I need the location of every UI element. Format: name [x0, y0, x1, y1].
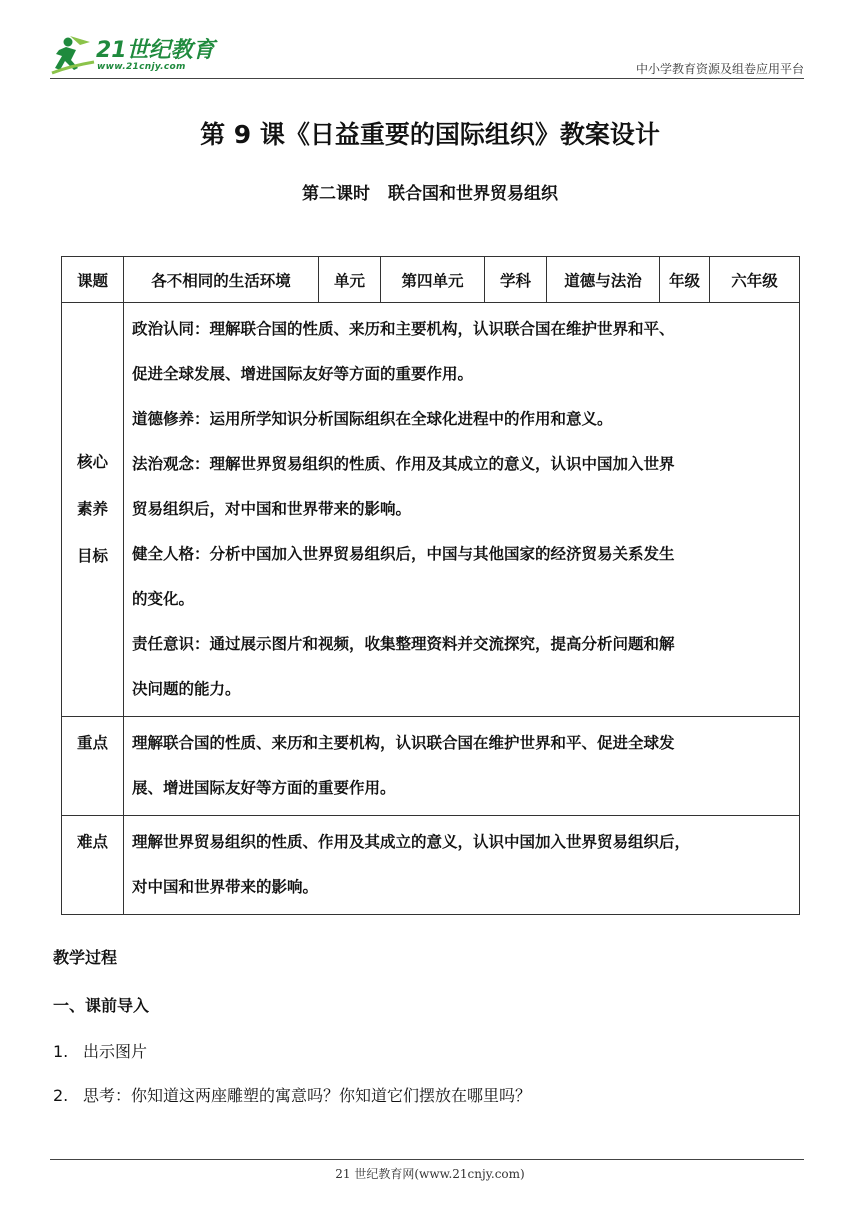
page-header [50, 30, 804, 82]
key-points-content: 理解联合国的性质、来历和主要机构，认识联合国在维护世界和平、促进全球发 展、增进国际友好等方面的重要作用。 [124, 717, 800, 816]
table-row-key-points [62, 717, 800, 816]
unit-label: 单元 [319, 257, 381, 303]
platform-name: 中小学教育资源及组卷应用平台 [635, 62, 804, 76]
subtitle-lesson: 第二课时 [302, 184, 370, 204]
list-item: 2. 思考：你知道这两座雕塑的寓意吗？你知道它们摆放在哪里吗？ [53, 1086, 532, 1105]
subtitle-topic: 联合国和世界贸易组织 [388, 184, 558, 204]
runner-logo-icon [50, 32, 96, 76]
difficulty-content: 理解世界贸易组织的性质、作用及其成立的意义，认识中国加入世界贸易组织后， 对中国和世界带来的影响。 [124, 816, 800, 915]
page-footer: 21 世纪教育网(www.21cnjy.com) [335, 1167, 525, 1181]
unit-value: 第四单元 [381, 257, 485, 303]
process-heading: 教学过程 [53, 948, 118, 967]
topic-value: 各不相同的生活环境 [124, 257, 319, 303]
page-title: 第 9 课《日益重要的国际组织》教案设计 [200, 120, 660, 149]
logo-text: 21世纪教育 [96, 38, 215, 63]
subject-label: 学科 [485, 257, 547, 303]
table-row-difficulty [62, 816, 800, 915]
core-goals-label: 核心 素养 目标 [62, 303, 124, 717]
core-goals-content: 政治认同：理解联合国的性质、来历和主要机构，认识联合国在维护世界和平、 促进全球发展、增进国际友好等方面的重要作用。 道德修养：运用所学知识分析国际组织在全球化进程中的作用和意义。 法治观念：理解世界贸易组织的性质、作用及其成立的意义，认识中国加入世界 贸易组织后，对中国和世界带来的影响。 健全人格：分析中国加入世界贸易组织后，中国与其他国家的经济贸易关系发生 的变化。 责任意识：通过展示图片和视频，收集整理资料并交流探究，提高分析问题和解 决问题的能力。 [124, 303, 800, 717]
site-logo[interactable] [50, 30, 220, 78]
header-divider [50, 78, 804, 79]
key-points-label: 重点 [62, 717, 124, 816]
page-subtitle [0, 179, 860, 204]
table-row-header [62, 257, 800, 303]
grade-label: 年级 [660, 257, 710, 303]
topic-label: 课题 [62, 257, 124, 303]
difficulty-label: 难点 [62, 816, 124, 915]
subject-value: 道德与法治 [547, 257, 660, 303]
table-row-core-goals [62, 303, 800, 717]
list-item: 1. 出示图片 [53, 1042, 148, 1061]
grade-value: 六年级 [710, 257, 800, 303]
section-heading: 一、课前导入 [53, 996, 150, 1015]
logo-url: www.21cnjy.com [97, 62, 186, 72]
lesson-plan-table [61, 256, 800, 915]
footer-divider [50, 1159, 804, 1160]
